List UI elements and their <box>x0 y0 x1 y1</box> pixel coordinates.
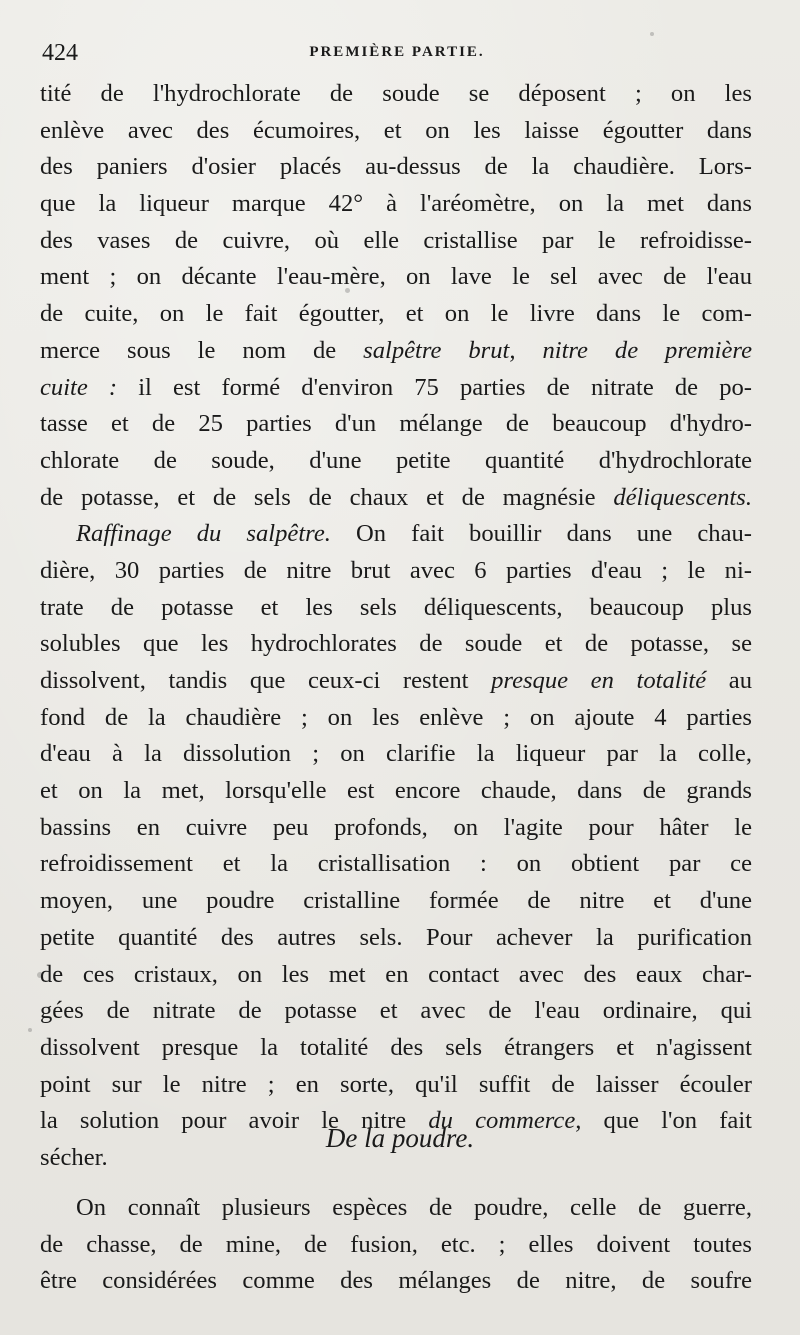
italic-term: presque en totalité <box>491 667 707 694</box>
text-line: gées de nitrate de potasse et avec de l'eau ordinaire, qui <box>40 997 752 1025</box>
page-number: 424 <box>42 40 78 66</box>
text-line: petite quantité des autres sels. Pour achever la purification <box>40 923 752 951</box>
text-segment: au <box>706 667 752 694</box>
text-line: On connaît plusieurs espèces de poudre, celle de guerre, <box>76 1194 752 1221</box>
text-line: être considérées comme des mélanges de nitre, de soufre <box>40 1267 752 1295</box>
text-line: fond de la chaudière ; on les enlève ; on ajoute 4 parties <box>40 703 752 731</box>
page-header <box>42 40 752 70</box>
italic-term: cuite : <box>40 373 118 401</box>
paper-speck <box>37 972 43 978</box>
paper-speck <box>650 32 654 36</box>
text-line: refroidissement et la cristallisation : on obtient par ce <box>40 850 752 878</box>
text-line <box>40 333 752 370</box>
text-line: dière, 30 parties de nitre brut avec 6 parties d'eau ; le ni- <box>40 556 752 584</box>
paragraph-title: Raffinage du salpêtre. <box>76 520 331 548</box>
text-line <box>40 370 752 407</box>
text-line: de chasse, de mine, de fusion, etc. ; elles doivent toutes <box>40 1230 752 1258</box>
text-segment: de potasse, et de sels de chaux et de magnésie <box>40 483 596 511</box>
text-line: ment ; on décante l'eau-mère, on lave le sel avec de l'eau <box>40 263 752 291</box>
paragraph-1 <box>40 76 752 1177</box>
text-line: de cuite, on le fait égoutter, et on le livre dans le com- <box>40 300 752 328</box>
section-heading: De la poudre. <box>325 1123 475 1153</box>
text-line: et on la met, lorsqu'elle est encore chaude, dans de grands <box>40 777 752 805</box>
text-line: point sur le nitre ; en sorte, qu'il suffit de laisser écouler <box>40 1070 752 1098</box>
text-line: des paniers d'osier placés au-dessus de la chaudière. Lors- <box>40 153 752 181</box>
text-line: de ces cristaux, on les met en contact avec des eaux char- <box>40 960 752 988</box>
text-line: que la liqueur marque 42° à l'aréomètre, on la met dans <box>40 190 752 218</box>
italic-term: du commerce, <box>428 1107 582 1135</box>
text-line: des vases de cuivre, où elle cristallise par le refroidisse- <box>40 226 752 254</box>
text-segment: On fait bouillir dans une chau- <box>330 520 752 548</box>
italic-term: déliquescents. <box>613 483 752 511</box>
running-head: PREMIÈRE PARTIE. <box>309 44 485 60</box>
text-segment: dissolvent, tandis que ceux-ci restent <box>40 667 469 694</box>
paragraph-2-first-line <box>40 516 752 553</box>
text-line: dissolvent presque la totalité des sels étrangers et n'agissent <box>40 1033 752 1061</box>
paper-speck <box>345 288 350 293</box>
text-segment: il est formé d'environ 75 parties de nitrate de po- <box>117 373 752 401</box>
text-line: tasse et de 25 parties d'un mélange de beaucoup d'hydro- <box>40 410 752 438</box>
text-line: d'eau à la dissolution ; on clarifie la liqueur par la colle, <box>40 740 752 768</box>
text-segment: que l'on fait <box>581 1107 752 1135</box>
text-line: moyen, une poudre cristalline formée de nitre et d'une <box>40 887 752 915</box>
text-line: chlorate de soude, d'une petite quantité d'hydrochlorate <box>40 446 752 474</box>
text-line: sécher. <box>40 1143 108 1171</box>
text-line <box>40 663 752 700</box>
text-line <box>40 480 752 517</box>
text-line: enlève avec des écumoires, et on les laisse égoutter dans <box>40 116 752 144</box>
italic-term: salpêtre brut, nitre de première <box>363 336 752 364</box>
text-line: solubles que les hydrochlorates de soude et de potasse, se <box>40 630 752 658</box>
paragraph-3 <box>40 1190 752 1300</box>
text-line: bassins en cuivre peu profonds, on l'agite pour hâter le <box>40 813 752 841</box>
paper-speck <box>28 1028 32 1032</box>
text-segment: la solution pour avoir le nitre <box>40 1107 407 1135</box>
text-line: trate de potasse et les sels déliquescents, beaucoup plus <box>40 593 752 621</box>
text-segment: merce sous le nom de <box>40 336 337 364</box>
text-line: tité de l'hydrochlorate de soude se déposent ; on les <box>40 80 752 107</box>
